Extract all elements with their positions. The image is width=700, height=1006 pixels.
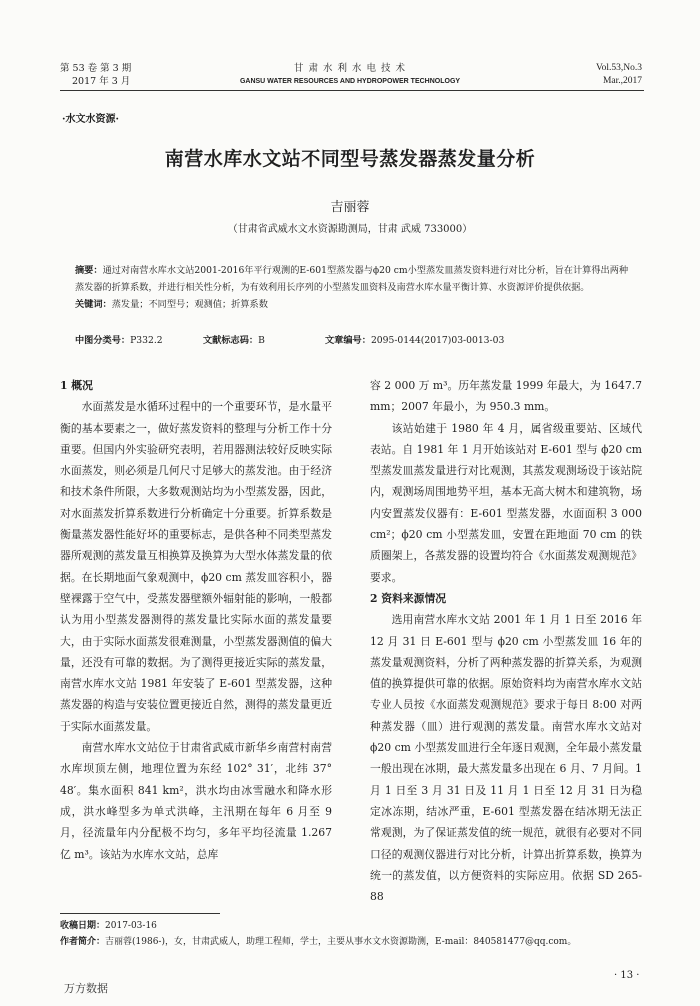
author-affiliation: （甘肃省武威水文水资源勘测局，甘肃 武威 733000） xyxy=(227,224,473,235)
abstract-label: 摘要： xyxy=(75,265,103,276)
doc-code-value: B xyxy=(258,335,265,346)
keywords-label: 关键词： xyxy=(75,299,112,310)
watermark-text: 万方数据 xyxy=(64,982,108,995)
body-right-column xyxy=(370,375,642,907)
author-bio-label: 作者简介： xyxy=(60,937,106,947)
author-name: 吉丽蓉 xyxy=(330,200,370,215)
header-journal-cn: 甘 肃 水 利 水 电 技 术 xyxy=(293,63,407,74)
header-rule xyxy=(60,90,644,91)
received-label: 收稿日期： xyxy=(60,921,106,931)
keywords-text: 蒸发量；不同型号；观测值；折算系数 xyxy=(111,299,268,310)
section-1-paragraph-3: 该站始建于 1980 年 4 月，属省级重要站、区域代表站。自 1981 年 1 月开始该站对 E-601 型与 ϕ20 cm 型蒸发皿蒸发量进行对比观测，其蒸发观测场设于该站院内，观测场周围地势平坦，基本无高大树木和建筑物，场内安置蒸发仪器有：E-601 型蒸发器，水面面积 3 000 cm²；ϕ20 cm 小型蒸发皿，安置在距地面 70 cm 的铁质圈架上，各蒸发器的设置均符合《水面蒸发观测规范》要求。 xyxy=(370,421,642,584)
header-date: 2017 年 3 月 xyxy=(72,76,131,87)
received-date: 2017-03-16 xyxy=(105,921,157,931)
section-2-paragraph-1: 选用南营水库水文站 2001 年 1 月 1 日至 2016 年 12 月 31 日 E-601 型与 ϕ20 cm 小型蒸发皿 16 年的蒸发量观测资料，分析了两种蒸发器的折算关系，为观测值的换算提供可靠的依据。原始资料均为南营水库水文站专业人员按《水面蒸发观测规范》要求于每日 8:00 对两种蒸发器（皿）进行观测的蒸发量。南营水库水文站对 ϕ20 cm 小型蒸发皿进行全年逐日观测，全年最小蒸发量一般出现在冰期，最大蒸发量多出现在 6 月、7 月间。1 月 1 日至 3 月 31 日及 11 月 1 日至 12 月 31 日为稳定冰冻期，结冰严重，E-601 型蒸发器在结冰期无法正常观测，为了保证蒸发值的统一规范，就很有必要对不同口径的观测仪器进行对比分析，计算出折算系数，换算为统一的蒸发值，以方便资料的实际应用。依据 SD 265-88 xyxy=(370,613,642,904)
section-1-heading: 1 概况 xyxy=(60,379,93,392)
section-1-paragraph-1: 水面蒸发是水循环过程中的一个重要环节，是水量平衡的基本要素之一，做好蒸发资料的整理与分析工作十分重要。但国内外实验研究表明，若用器测法较好反映实际水面蒸发，则必须是几何尺寸足够大的蒸发池。由于经济和技术条件所限，大多数观测站均为小型蒸发器，因此，对水面蒸发折算系数进行分析确定十分重要。折算系数是衡量蒸发器性能好坏的重要标志，是供各种不同类型蒸发器所观测的蒸发量互相换算及换算为大型水体蒸发量的依据。在长期地面气象观测中，ϕ20 cm 蒸发皿容积小，器壁裸露于空气中，受蒸发器壁额外辐射能的影响，一般都认为用小型蒸发器测得的蒸发量比实际水面的蒸发量要大，由于实际水面蒸发很难测量，小型蒸发器测值的偏大量，还没有可靠的数据。为了测得更接近实际的蒸发量，南营水库水文站 1981 年安装了 E-601 型蒸发器，这种蒸发器的构造与安装位置更接近自然，测得的蒸发量更近于实际水面蒸发量。 xyxy=(60,400,332,733)
page-number: · 13 · xyxy=(614,970,640,981)
body-left-column xyxy=(60,375,332,865)
section-2-heading: 2 资料来源情况 xyxy=(370,591,447,605)
footnote xyxy=(60,918,650,950)
clc-label: 中图分类号： xyxy=(75,335,131,346)
article-number-label: 文章编号： xyxy=(325,335,371,346)
clc-field xyxy=(75,332,163,346)
article-number-value: 2095-0144(2017)03-0013-03 xyxy=(370,335,505,346)
author-bio: 吉丽蓉(1986-)，女，甘肃武威人，助理工程师，学士，主要从事水文水资源勘测，E-mail：840581477@qq.com。 xyxy=(105,937,577,947)
article-number-field xyxy=(325,332,504,346)
clc-value: P332.2 xyxy=(130,335,163,346)
section-1-paragraph-2: 南营水库水文站位于甘肃省武威市新华乡南营村南营水库坝顶左侧，地理位置为东经 102° 31′，北纬 37° 48′。集水面积 841 km²，洪水均由冰雪融水和降水形成，洪水峰型多为单式洪峰，主汛期在每年 6 月至 9 月，径流量年内分配极不均匀，多年平均径流量 1.267 亿 m³。该站为水库水文站，总库 xyxy=(60,741,332,861)
doc-code-label: 文献标志码： xyxy=(203,335,259,346)
header-date-en: Mar.,2017 xyxy=(602,76,642,86)
article-title: 南营水库水文站不同型号蒸发器蒸发量分析 xyxy=(164,148,536,170)
abstract-text: 通过对南营水库水文站2001-2016年平行观测的E-601型蒸发器与ϕ20 cm小型蒸发皿蒸发资料进行对比分析，旨在计算得出两种蒸发器的折算系数，并进行相关性分析，为有效利用长序列的小型蒸发皿资料及南营水库水量平衡计算、水资源评价提供依据。 xyxy=(75,265,629,293)
doc-code-field xyxy=(203,332,265,346)
header-vol-en: Vol.53,No.3 xyxy=(595,63,642,73)
header-journal-en: GANSU WATER RESOURCES AND HYDROPOWER TECHNOLOGY xyxy=(239,78,461,85)
section-tag: ·水文水资源· xyxy=(62,114,119,125)
header-volume: 第 53 卷 第 3 期 xyxy=(60,63,132,74)
abstract xyxy=(75,262,631,313)
section-1-paragraph-2-continued: 容 2 000 万 m³。历年蒸发量 1999 年最大，为 1647.7 mm；2007 年最小，为 950.3 mm。 xyxy=(370,379,642,414)
footnote-rule xyxy=(60,913,220,914)
